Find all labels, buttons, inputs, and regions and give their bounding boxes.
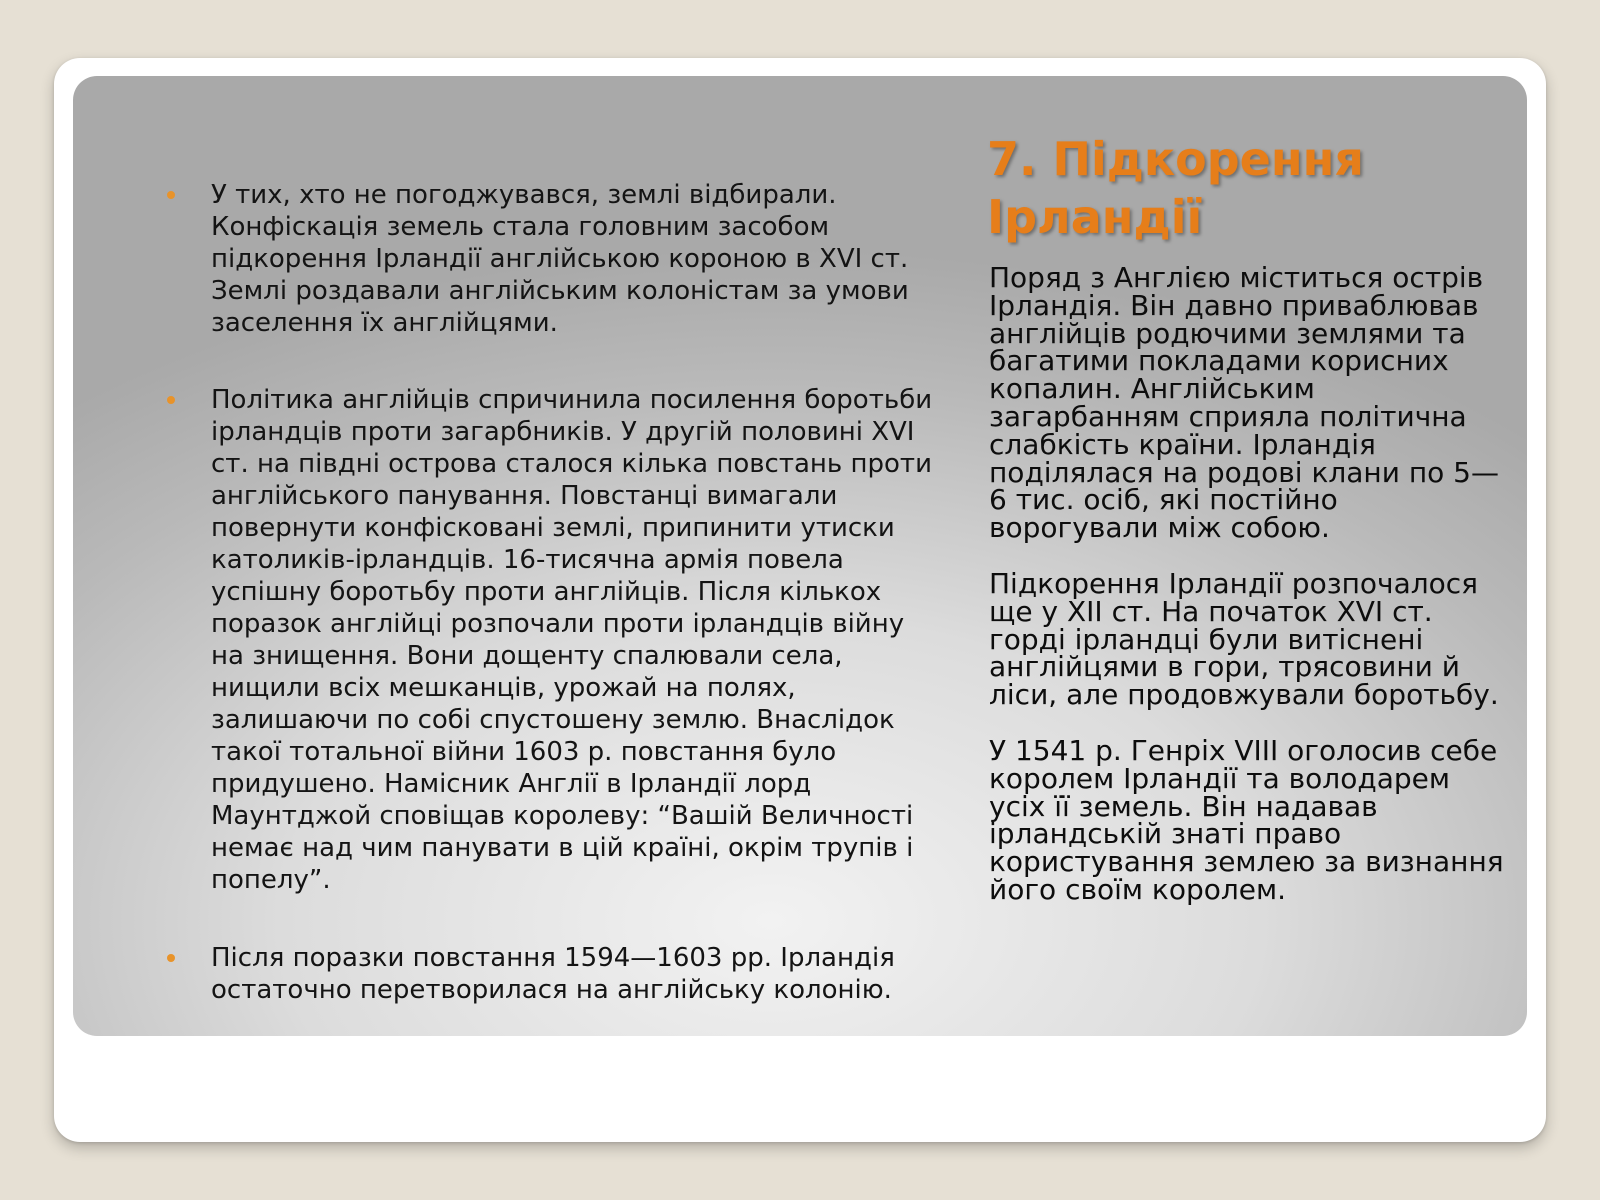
side-paragraph-henry-viii: У 1541 р. Генріх VIII оголосив себе королем Ірландії та володарем усіх її земель. Він надавав ірландській знаті право користування землею за визнання його своїм королем. — [989, 733, 1504, 906]
bullet-text: Після поразки повстання 1594—1603 рр. Ірландія остаточно перетворилася на англійську колонію. — [211, 943, 895, 1005]
bullet-item-uprisings — [211, 384, 941, 896]
side-text-block — [989, 261, 1509, 932]
slide-title: 7. Підкорення Ірландії — [987, 132, 1364, 244]
bullet-item-colony — [211, 942, 941, 1006]
slide-content-panel — [73, 76, 1527, 1036]
bullet-dot-icon — [167, 191, 175, 199]
bullet-dot-icon — [167, 396, 175, 404]
bullet-text: Політика англійців спричинила посилення боротьби ірландців проти загарбників. У другій половині XVI ст. на півдні острова сталося кілька повстань проти англійського панування. Повстанці вимагали повернути конфісковані землі, припинити утиски католиків-ірландців. 16-тисячна армія повела успішну боротьбу проти англійців. Після кількох поразок англійці розпочали проти ірландців війну на знищення. Вони дощенту спалювали села, нищили всіх мешканців, урожай на полях, залишаючи по собі спустошену землю. Внаслідок такої тотальної війни 1603 р. повстання було придушено. Намісник Англії в Ірландії лорд Маунтджой сповіщав королеву: “Вашій Величності немає над чим панувати в цій країні, окрім трупів і попелу”. — [211, 385, 933, 895]
bullet-item-confiscation — [211, 179, 941, 339]
side-paragraph-conquest: Підкорення Ірландії розпочалося ще у XII ст. На початок XVI ст. горді ірландці були витіснені англійцями в гори, трясовини й ліси, але продовжували боротьбу. — [989, 566, 1499, 712]
bullet-dot-icon — [167, 954, 175, 962]
side-paragraph-geography: Поряд з Англією міститься острів Ірландія. Він давно приваблював англійців родючими землями та багатими покладами корисних копалин. Англійським загарбанням сприяла політична слабкість країни. Ірландія поділялася на родові клани по 5—6 тис. осіб, які постійно ворогували між собою. — [989, 261, 1499, 545]
bullet-text: У тих, хто не погоджувався, землі відбирали. Конфіскація земель стала головним засобом підкорення Ірландії англійською короною в XVI ст. Землі роздавали англійським колоністам за умови заселення їх англійцями. — [211, 180, 909, 338]
